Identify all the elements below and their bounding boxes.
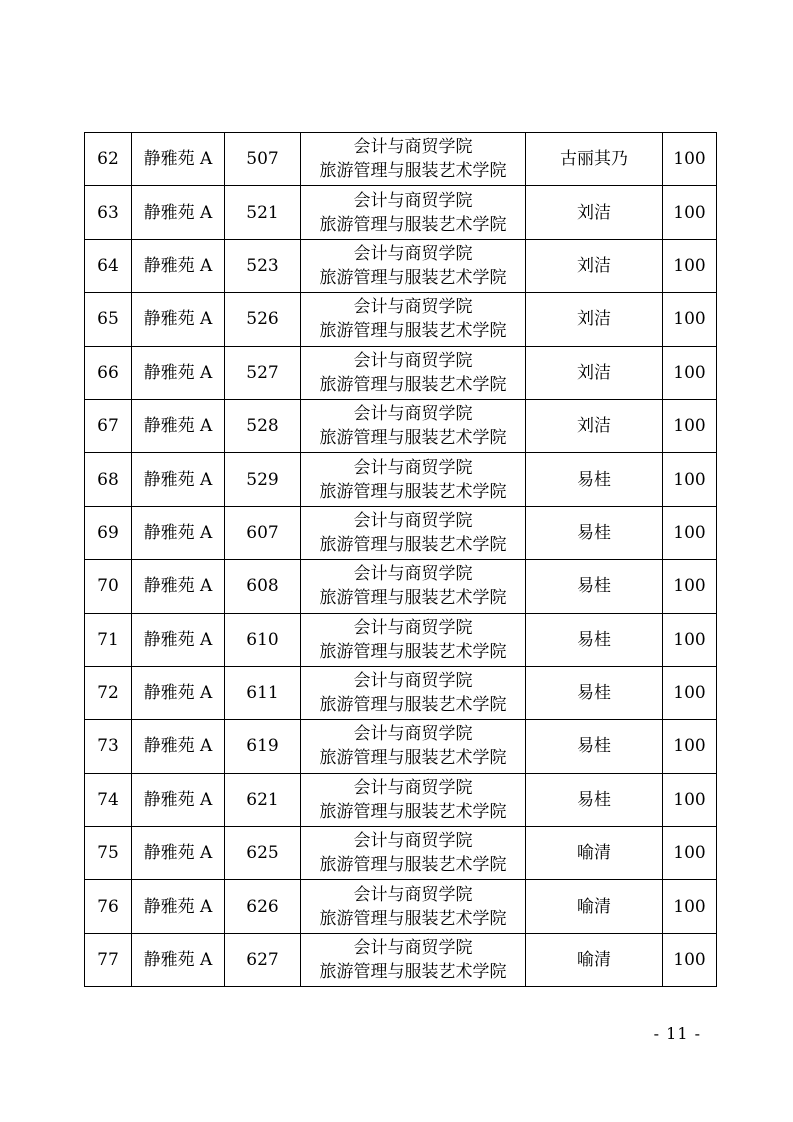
table-row (85, 453, 717, 506)
table-row (85, 186, 717, 239)
room-cell: 607 (225, 506, 301, 559)
room-cell: 610 (225, 613, 301, 666)
building-cell: 静雅苑 A (132, 399, 225, 452)
name-cell: 刘洁 (526, 346, 663, 399)
table-row (85, 399, 717, 452)
score-cell: 100 (663, 666, 717, 719)
name-cell: 喻清 (526, 933, 663, 986)
college-line-1: 会计与商贸学院 (353, 884, 473, 905)
name-cell: 易桂 (526, 773, 663, 826)
score-cell: 100 (663, 186, 717, 239)
row-number-cell: 62 (85, 133, 132, 186)
room-cell: 527 (225, 346, 301, 399)
table-row (85, 506, 717, 559)
college-line-1: 会计与商贸学院 (353, 564, 473, 585)
college-line-2: 旅游管理与服装艺术学院 (319, 748, 507, 769)
table-row (85, 346, 717, 399)
room-cell: 621 (225, 773, 301, 826)
name-cell: 刘洁 (526, 186, 663, 239)
college-line-2: 旅游管理与服装艺术学院 (319, 534, 507, 555)
score-cell: 100 (663, 453, 717, 506)
building-cell: 静雅苑 A (132, 933, 225, 986)
college-cell (301, 453, 526, 506)
row-number-cell: 72 (85, 666, 132, 719)
college-line-2: 旅游管理与服装艺术学院 (319, 801, 507, 822)
table-body (85, 133, 717, 987)
college-cell (301, 880, 526, 933)
room-cell: 523 (225, 239, 301, 292)
college-cell (301, 773, 526, 826)
table-row (85, 666, 717, 719)
college-line-1: 会计与商贸学院 (353, 617, 473, 638)
college-line-1: 会计与商贸学院 (353, 724, 473, 745)
building-cell: 静雅苑 A (132, 720, 225, 773)
score-cell: 100 (663, 399, 717, 452)
building-cell: 静雅苑 A (132, 666, 225, 719)
page-number: - 11 - (653, 1024, 701, 1043)
row-number-cell: 68 (85, 453, 132, 506)
college-line-1: 会计与商贸学院 (353, 671, 473, 692)
row-number-cell: 77 (85, 933, 132, 986)
name-cell: 古丽其乃 (526, 133, 663, 186)
college-line-2: 旅游管理与服装艺术学院 (319, 962, 507, 983)
table-row (85, 293, 717, 346)
college-line-1: 会计与商贸学院 (353, 938, 473, 959)
building-cell: 静雅苑 A (132, 133, 225, 186)
college-cell (301, 720, 526, 773)
room-cell: 529 (225, 453, 301, 506)
building-cell: 静雅苑 A (132, 827, 225, 880)
college-cell (301, 827, 526, 880)
college-line-2: 旅游管理与服装艺术学院 (319, 695, 507, 716)
name-cell: 易桂 (526, 666, 663, 719)
college-cell (301, 239, 526, 292)
college-line-2: 旅游管理与服装艺术学院 (319, 161, 507, 182)
building-cell: 静雅苑 A (132, 880, 225, 933)
name-cell: 易桂 (526, 613, 663, 666)
college-line-1: 会计与商贸学院 (353, 137, 473, 158)
name-cell: 刘洁 (526, 399, 663, 452)
college-line-1: 会计与商贸学院 (353, 190, 473, 211)
table-row (85, 827, 717, 880)
college-cell (301, 933, 526, 986)
room-cell: 627 (225, 933, 301, 986)
building-cell: 静雅苑 A (132, 293, 225, 346)
room-cell: 619 (225, 720, 301, 773)
room-cell: 521 (225, 186, 301, 239)
college-line-2: 旅游管理与服装艺术学院 (319, 908, 507, 929)
room-cell: 526 (225, 293, 301, 346)
name-cell: 喻清 (526, 880, 663, 933)
college-cell (301, 506, 526, 559)
room-cell: 611 (225, 666, 301, 719)
college-line-1: 会计与商贸学院 (353, 297, 473, 318)
table-row (85, 773, 717, 826)
name-cell: 易桂 (526, 560, 663, 613)
college-cell (301, 666, 526, 719)
row-number-cell: 63 (85, 186, 132, 239)
name-cell: 易桂 (526, 453, 663, 506)
name-cell: 喻清 (526, 827, 663, 880)
table-row (85, 133, 717, 186)
row-number-cell: 70 (85, 560, 132, 613)
college-line-2: 旅游管理与服装艺术学院 (319, 855, 507, 876)
score-cell: 100 (663, 613, 717, 666)
college-line-2: 旅游管理与服装艺术学院 (319, 321, 507, 342)
score-cell: 100 (663, 720, 717, 773)
college-cell (301, 399, 526, 452)
row-number-cell: 75 (85, 827, 132, 880)
score-cell: 100 (663, 827, 717, 880)
name-cell: 易桂 (526, 506, 663, 559)
score-cell: 100 (663, 773, 717, 826)
row-number-cell: 73 (85, 720, 132, 773)
college-cell (301, 613, 526, 666)
room-cell: 507 (225, 133, 301, 186)
name-cell: 易桂 (526, 720, 663, 773)
row-number-cell: 69 (85, 506, 132, 559)
college-cell (301, 133, 526, 186)
building-cell: 静雅苑 A (132, 346, 225, 399)
row-number-cell: 71 (85, 613, 132, 666)
college-line-2: 旅游管理与服装艺术学院 (319, 481, 507, 502)
college-cell (301, 560, 526, 613)
table-row (85, 613, 717, 666)
row-number-cell: 67 (85, 399, 132, 452)
college-line-1: 会计与商贸学院 (353, 457, 473, 478)
building-cell: 静雅苑 A (132, 560, 225, 613)
score-cell: 100 (663, 239, 717, 292)
college-line-2: 旅游管理与服装艺术学院 (319, 641, 507, 662)
room-cell: 608 (225, 560, 301, 613)
row-number-cell: 66 (85, 346, 132, 399)
building-cell: 静雅苑 A (132, 239, 225, 292)
building-cell: 静雅苑 A (132, 453, 225, 506)
college-cell (301, 293, 526, 346)
college-line-2: 旅游管理与服装艺术学院 (319, 374, 507, 395)
room-cell: 626 (225, 880, 301, 933)
score-cell: 100 (663, 560, 717, 613)
room-cell: 528 (225, 399, 301, 452)
dormitory-score-table (84, 132, 717, 987)
building-cell: 静雅苑 A (132, 186, 225, 239)
name-cell: 刘洁 (526, 293, 663, 346)
college-line-1: 会计与商贸学院 (353, 831, 473, 852)
college-line-1: 会计与商贸学院 (353, 243, 473, 264)
score-cell: 100 (663, 506, 717, 559)
table-row (85, 933, 717, 986)
table-row (85, 720, 717, 773)
college-line-1: 会计与商贸学院 (353, 510, 473, 531)
college-line-2: 旅游管理与服装艺术学院 (319, 588, 507, 609)
score-cell: 100 (663, 933, 717, 986)
building-cell: 静雅苑 A (132, 613, 225, 666)
row-number-cell: 76 (85, 880, 132, 933)
college-line-2: 旅游管理与服装艺术学院 (319, 214, 507, 235)
row-number-cell: 64 (85, 239, 132, 292)
building-cell: 静雅苑 A (132, 506, 225, 559)
college-line-1: 会计与商贸学院 (353, 777, 473, 798)
college-cell (301, 186, 526, 239)
building-cell: 静雅苑 A (132, 773, 225, 826)
college-line-1: 会计与商贸学院 (353, 350, 473, 371)
table-row (85, 560, 717, 613)
table-row (85, 239, 717, 292)
college-line-2: 旅游管理与服装艺术学院 (319, 428, 507, 449)
row-number-cell: 65 (85, 293, 132, 346)
score-cell: 100 (663, 880, 717, 933)
row-number-cell: 74 (85, 773, 132, 826)
college-cell (301, 346, 526, 399)
score-cell: 100 (663, 293, 717, 346)
table-row (85, 880, 717, 933)
score-cell: 100 (663, 346, 717, 399)
name-cell: 刘洁 (526, 239, 663, 292)
college-line-1: 会计与商贸学院 (353, 404, 473, 425)
score-cell: 100 (663, 133, 717, 186)
college-line-2: 旅游管理与服装艺术学院 (319, 267, 507, 288)
room-cell: 625 (225, 827, 301, 880)
